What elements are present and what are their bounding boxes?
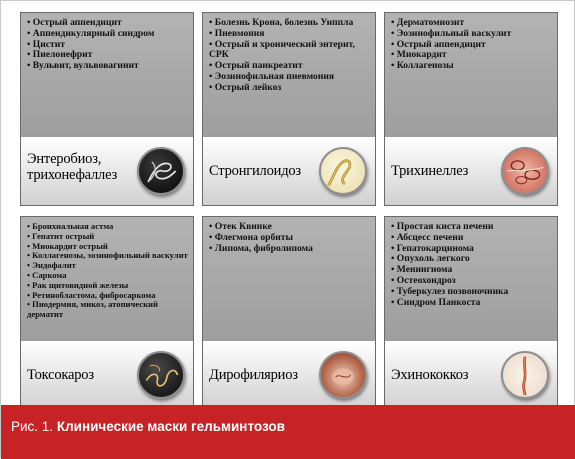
card-toxocariasis <box>20 216 194 410</box>
disease-name-line: Трихинеллез <box>391 163 469 179</box>
disease-name-line: трихонефаллез <box>27 167 118 183</box>
dirofilaria-image <box>319 351 367 399</box>
disease-name-line: Энтеробиоз, <box>27 151 102 167</box>
list-item: • Саркома <box>27 271 189 281</box>
disease-name <box>391 163 468 179</box>
disease-panel <box>203 341 375 410</box>
symptoms-list <box>391 222 553 308</box>
list-item: • Гепатокарцинома <box>391 244 553 255</box>
disease-name <box>209 163 301 179</box>
card-trichinellosis <box>384 12 558 206</box>
list-item: • Острый аппендицит <box>391 40 553 51</box>
disease-name <box>27 367 94 383</box>
list-item: • Опухоль легкого <box>391 254 553 265</box>
list-item: • Остеохондроз <box>391 276 553 287</box>
card-strongyloidiasis <box>202 12 376 206</box>
symptoms-list <box>209 18 371 94</box>
disease-panel <box>385 137 557 206</box>
list-item: • Простая киста печени <box>391 222 553 233</box>
list-item: • Острый панкреатит <box>209 61 371 72</box>
card-echinococcosis <box>384 216 558 410</box>
caption-prefix: Рис. 1. <box>11 419 54 434</box>
symptoms-panel <box>385 13 557 138</box>
list-item: • Липома, фибролипома <box>209 244 371 255</box>
pinworm-image <box>137 147 185 195</box>
list-item: • Эозинофильный васкулит <box>391 29 553 40</box>
list-item: • Абсцесс печени <box>391 233 553 244</box>
symptoms-list <box>209 222 371 254</box>
toxocara-image <box>137 351 185 399</box>
disease-name <box>209 367 298 383</box>
disease-panel <box>385 341 557 410</box>
list-item: • Коллагенозы, эозинофильный васкулит <box>27 251 189 261</box>
list-item: • Пиодермия, микоз, атопический дерматит <box>27 300 189 320</box>
list-item: • Бронхиальная астма <box>27 222 189 232</box>
strongyloides-image <box>319 147 367 195</box>
disease-name <box>391 367 468 383</box>
list-item: • Эндофалит <box>27 261 189 271</box>
figure-caption-bar <box>1 405 575 459</box>
symptoms-panel <box>21 217 193 342</box>
list-item: • Миокардит <box>391 50 553 61</box>
symptoms-panel <box>203 13 375 138</box>
list-item: • Пневмония <box>209 29 371 40</box>
list-item: • Болезнь Крона, болезнь Уиппла <box>209 18 371 29</box>
card-enterobiosis <box>20 12 194 206</box>
list-item: • Туберкулез позвоночника <box>391 287 553 298</box>
list-item: • Отек Квинке <box>209 222 371 233</box>
list-item: • Гепатит острый <box>27 232 189 242</box>
symptoms-list <box>27 18 189 72</box>
list-item: • Острый аппендицит <box>27 18 189 29</box>
disease-name <box>27 151 117 183</box>
echinococcus-image <box>501 351 549 399</box>
list-item: • Рак щитовидной железы <box>27 281 189 291</box>
disease-name-line: Токсокароз <box>27 367 94 383</box>
list-item: • Дерматомиозит <box>391 18 553 29</box>
card-dirofilariasis <box>202 216 376 410</box>
disease-panel <box>21 341 193 410</box>
symptoms-panel <box>21 13 193 138</box>
list-item: • Миокардит острый <box>27 242 189 252</box>
disease-panel <box>203 137 375 206</box>
disease-name-line: Стронгилоидоз <box>209 163 301 179</box>
list-item: • Синдром Панкоста <box>391 298 553 309</box>
list-item: • Менингиома <box>391 265 553 276</box>
list-item: • Вульвит, вульвовагинит <box>27 61 189 72</box>
disease-name-line: Эхинококкоз <box>391 367 469 383</box>
disease-panel <box>21 137 193 206</box>
list-item: • Коллагенозы <box>391 61 553 72</box>
symptoms-list <box>27 222 189 320</box>
symptoms-list <box>391 18 553 72</box>
caption-title: Клинические маски гельминтозов <box>56 419 285 434</box>
disease-name-line: Дирофиляриоз <box>209 367 298 383</box>
symptoms-panel <box>203 217 375 342</box>
list-item: • Пиелонефрит <box>27 50 189 61</box>
list-item: • Аппендикулярный синдром <box>27 29 189 40</box>
list-item: • Острый лейкоз <box>209 83 371 94</box>
figure-caption <box>11 419 285 434</box>
list-item: • Цистит <box>27 40 189 51</box>
list-item: • Острый и хронический энтерит, СРК <box>209 40 371 62</box>
list-item: • Эозинофильная пневмония <box>209 72 371 83</box>
symptoms-panel <box>385 217 557 342</box>
list-item: • Ретинобластома, фибросаркома <box>27 291 189 301</box>
list-item: • Флегмона орбиты <box>209 233 371 244</box>
trichinella-image <box>501 147 549 195</box>
